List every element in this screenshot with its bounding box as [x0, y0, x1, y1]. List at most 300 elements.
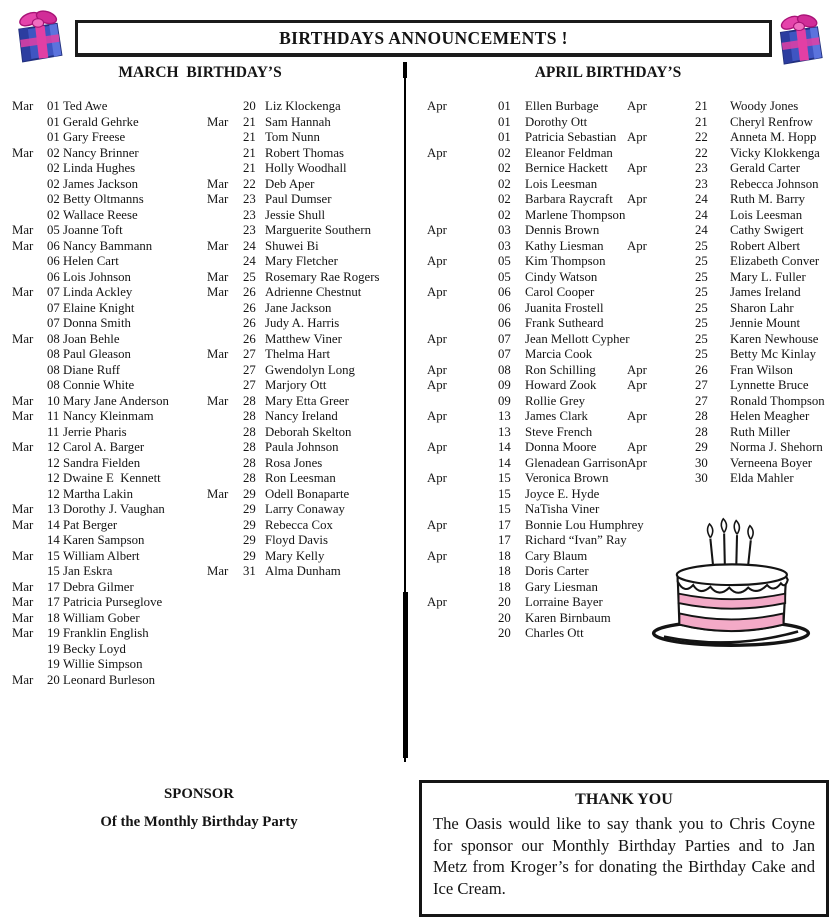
birthday-name: Gary Liesman — [525, 579, 598, 594]
birthday-day: 19 — [47, 626, 60, 640]
sponsor-subtitle: Of the Monthly Birthday Party — [100, 814, 298, 830]
birthday-month — [207, 425, 243, 441]
birthday-month — [627, 394, 695, 410]
birthday-name: Howard Zook — [525, 378, 597, 392]
birthday-row — [427, 533, 629, 549]
birthday-row — [627, 363, 832, 379]
birthday-name: Sandra Fielden — [63, 455, 141, 470]
march-birthday-list-col1 — [12, 99, 208, 688]
birthday-day: 06 — [498, 300, 511, 315]
birthday-row — [12, 332, 208, 348]
birthday-row — [207, 99, 407, 115]
birthday-name: Donna Moore — [525, 440, 597, 454]
birthday-row — [12, 518, 208, 534]
birthday-month — [427, 115, 498, 131]
birthday-name: Gerald Carter — [730, 161, 800, 175]
birthday-day: 27 — [243, 347, 256, 361]
birthday-name: Jan Eskra — [63, 564, 113, 578]
birthday-row — [207, 549, 407, 565]
birthday-row — [207, 177, 407, 193]
birthday-day: 18 — [498, 564, 511, 578]
birthday-row — [12, 673, 208, 689]
birthday-month — [207, 146, 243, 162]
birthday-row — [627, 409, 832, 425]
birthday-day: 14 — [498, 455, 511, 470]
birthday-row — [207, 301, 407, 317]
birthday-row — [12, 626, 208, 642]
birthday-name: Karen Sampson — [63, 533, 145, 547]
birthday-name: Matthew Viner — [265, 331, 342, 346]
birthday-name: Martha Lakin — [63, 486, 134, 501]
birthday-month — [427, 316, 498, 332]
birthday-name: Franklin English — [63, 626, 149, 640]
birthday-day: 29 — [695, 440, 708, 454]
birthday-month — [207, 316, 243, 332]
thank-you-title: THANK YOU — [575, 791, 673, 808]
birthday-month — [627, 316, 695, 332]
birthday-name: Donna Smith — [63, 316, 131, 330]
birthday-row — [627, 270, 832, 286]
birthday-month: Apr — [427, 548, 447, 563]
birthday-month — [12, 192, 47, 208]
birthday-row — [207, 192, 407, 208]
birthday-name: Bernice Hackett — [525, 161, 608, 175]
birthday-row — [207, 115, 407, 131]
birthday-name: Marguerite Southern — [265, 223, 372, 237]
birthday-name: Karen Birnbaum — [525, 610, 611, 625]
birthday-month — [427, 456, 498, 472]
birthday-day: 19 — [47, 641, 60, 656]
birthday-month: Mar — [207, 269, 229, 284]
birthday-row — [12, 347, 208, 363]
birthday-name: William Gober — [63, 610, 140, 625]
birthday-row — [427, 146, 629, 162]
birthday-month — [427, 270, 498, 286]
birthday-day: 25 — [695, 316, 708, 330]
birthday-row — [427, 595, 629, 611]
birthday-row — [427, 502, 629, 518]
birthday-row — [427, 626, 629, 642]
birthday-day: 18 — [498, 548, 511, 563]
birthday-month: Apr — [627, 378, 647, 392]
birthday-month: Mar — [207, 393, 229, 408]
birthday-name: Debra Gilmer — [63, 579, 134, 594]
birthday-day: 01 — [47, 99, 60, 113]
birthday-day: 08 — [47, 347, 60, 361]
birthday-month: Mar — [207, 176, 229, 191]
birthday-row — [12, 146, 208, 162]
birthday-month: Mar — [12, 331, 34, 346]
birthday-month — [627, 332, 695, 348]
birthday-day: 20 — [47, 672, 60, 687]
march-section-heading: MARCH BIRTHDAY’S — [118, 64, 282, 81]
birthday-name: Jessie Shull — [265, 207, 326, 222]
birthday-row — [12, 549, 208, 565]
birthday-month — [207, 208, 243, 224]
birthday-month — [427, 239, 498, 255]
birthday-name: Linda Hughes — [63, 161, 136, 175]
birthday-name: Willie Simpson — [63, 657, 143, 671]
birthday-row — [12, 394, 208, 410]
birthday-name: Nancy Ireland — [265, 409, 338, 423]
birthday-name: Fran Wilson — [730, 362, 793, 377]
birthday-name: Dorothy J. Vaughan — [63, 502, 165, 516]
birthday-day: 09 — [498, 393, 511, 408]
birthday-row — [427, 177, 629, 193]
birthday-name: Rollie Grey — [525, 393, 586, 408]
birthday-name: Rebecca Johnson — [730, 176, 819, 191]
birthday-month: Apr — [627, 99, 647, 113]
birthday-row — [207, 502, 407, 518]
birthday-name: Verneena Boyer — [730, 455, 813, 470]
birthday-name: Pat Berger — [63, 517, 118, 532]
birthday-day: 01 — [47, 130, 60, 144]
birthday-row — [427, 192, 629, 208]
birthday-row — [207, 425, 407, 441]
birthday-day: 28 — [243, 424, 256, 439]
birthday-row — [427, 285, 629, 301]
birthday-day: 06 — [47, 254, 60, 268]
birthday-name: Frank Sutheard — [525, 316, 604, 330]
birthday-name: Alma Dunham — [265, 564, 341, 578]
birthday-month — [207, 533, 243, 549]
birthday-name: Liz Klockenga — [265, 99, 341, 113]
birthday-row — [627, 99, 832, 115]
birthday-month: Apr — [427, 223, 447, 237]
birthday-name: Gary Freese — [63, 130, 126, 144]
birthday-name: Gwendolyn Long — [265, 362, 355, 377]
birthday-month: Mar — [207, 192, 229, 206]
birthday-day: 29 — [243, 486, 256, 501]
birthday-month — [427, 487, 498, 503]
birthday-name: Anneta M. Hopp — [730, 130, 817, 144]
birthday-row — [12, 285, 208, 301]
birthday-month — [207, 130, 243, 146]
birthday-day: 25 — [695, 285, 708, 299]
birthday-day: 20 — [243, 99, 256, 113]
birthday-day: 15 — [498, 502, 511, 516]
birthday-day: 29 — [243, 533, 256, 547]
birthday-row — [12, 440, 208, 456]
birthday-name: Linda Ackley — [63, 285, 133, 299]
birthday-name: Cindy Watson — [525, 269, 598, 284]
march-birthday-list-col2 — [207, 99, 407, 580]
birthday-day: 01 — [498, 99, 511, 113]
birthday-month — [427, 580, 498, 596]
birthday-name: Marjory Ott — [265, 378, 327, 392]
birthday-row — [12, 611, 208, 627]
birthday-name: Cary Blaum — [525, 548, 588, 563]
birthday-month — [627, 471, 695, 487]
birthday-day: 21 — [243, 161, 256, 175]
birthday-day: 23 — [695, 176, 708, 191]
birthday-day: 15 — [47, 564, 60, 578]
birthday-row — [207, 161, 407, 177]
birthday-month — [627, 285, 695, 301]
birthday-day: 21 — [695, 99, 708, 113]
birthday-day: 02 — [47, 192, 60, 206]
birthday-row — [207, 363, 407, 379]
birthday-row — [12, 533, 208, 549]
birthday-month — [12, 270, 47, 286]
birthday-name: Nancy Brinner — [63, 145, 139, 160]
birthday-month — [427, 208, 498, 224]
birthday-day: 25 — [695, 331, 708, 346]
birthday-month — [427, 130, 498, 146]
birthday-name: Dorothy Ott — [525, 114, 588, 129]
birthday-day: 10 — [47, 393, 60, 408]
birthday-month — [12, 363, 47, 379]
birthday-month: Apr — [627, 362, 647, 377]
birthday-month — [207, 301, 243, 317]
birthday-day: 12 — [47, 471, 60, 485]
birthday-name: Lorraine Bayer — [525, 595, 603, 609]
birthday-day: 07 — [47, 316, 60, 330]
birthday-row — [12, 316, 208, 332]
birthday-month — [427, 177, 498, 193]
birthday-month: Mar — [12, 626, 34, 640]
gift-present-icon — [8, 4, 68, 70]
birthday-day: 07 — [47, 285, 60, 299]
birthday-month: Apr — [427, 331, 447, 346]
sponsor-title: SPONSOR — [164, 786, 234, 802]
birthday-day: 01 — [498, 114, 511, 129]
birthday-row — [207, 378, 407, 394]
birthday-day: 06 — [47, 269, 60, 284]
birthday-day: 24 — [695, 192, 708, 206]
birthday-day: 07 — [47, 300, 60, 315]
birthday-name: Betty Oltmanns — [63, 192, 144, 206]
birthday-row — [12, 363, 208, 379]
birthday-day: 11 — [47, 409, 60, 423]
april-birthday-list-col2 — [627, 99, 832, 487]
birthday-day: 31 — [243, 564, 256, 578]
birthday-name: Helen Meagher — [730, 409, 810, 423]
birthday-name: Thelma Hart — [265, 347, 331, 361]
birthday-month — [12, 208, 47, 224]
birthday-row — [627, 115, 832, 131]
birthday-row — [427, 254, 629, 270]
birthday-row — [12, 502, 208, 518]
birthday-name: Sam Hannah — [265, 114, 331, 129]
birthday-name: Woody Jones — [730, 99, 799, 113]
birthday-day: 20 — [498, 626, 511, 640]
birthday-day: 12 — [47, 440, 60, 454]
birthday-month — [427, 502, 498, 518]
birthday-month — [12, 301, 47, 317]
birthday-row — [207, 270, 407, 286]
birthday-row — [427, 332, 629, 348]
birthday-month: Mar — [12, 393, 34, 408]
birthday-month — [207, 440, 243, 456]
birthday-row — [207, 533, 407, 549]
birthday-row — [427, 316, 629, 332]
birthday-row — [427, 301, 629, 317]
birthday-month — [12, 130, 47, 146]
birthday-month — [427, 394, 498, 410]
birthday-row — [627, 146, 832, 162]
birthday-name: Ruth Miller — [730, 424, 791, 439]
birthday-month — [12, 177, 47, 193]
birthday-row — [627, 316, 832, 332]
birthday-name: Odell Bonaparte — [265, 486, 350, 501]
birthday-name: Mary Fletcher — [265, 254, 338, 268]
birthday-day: 24 — [243, 238, 256, 253]
birthday-name: Mary Etta Greer — [265, 393, 349, 408]
birthday-name: James Ireland — [730, 285, 801, 299]
birthday-month: Apr — [627, 192, 647, 206]
birthday-day: 28 — [695, 424, 708, 439]
birthday-row — [627, 394, 832, 410]
birthday-row — [207, 239, 407, 255]
birthday-month — [207, 456, 243, 472]
birthday-day: 24 — [695, 223, 708, 237]
birthday-month: Apr — [427, 145, 447, 160]
birthday-day: 27 — [695, 378, 708, 392]
birthday-row — [207, 347, 407, 363]
birthday-day: 09 — [498, 378, 511, 392]
birthday-row — [12, 471, 208, 487]
birthday-day: 13 — [47, 502, 60, 516]
birthday-row — [207, 409, 407, 425]
birthday-name: Ted Awe — [63, 99, 108, 113]
birthday-day: 17 — [47, 579, 60, 594]
birthday-row — [427, 161, 629, 177]
birthday-row — [427, 425, 629, 441]
birthday-month — [427, 347, 498, 363]
birthday-row — [627, 425, 832, 441]
birthday-name: Norma J. Shehorn — [730, 440, 823, 454]
birthday-month: Mar — [12, 223, 34, 237]
birthday-day: 23 — [243, 207, 256, 222]
birthday-cake-icon — [645, 503, 817, 655]
birthday-row — [427, 208, 629, 224]
birthday-day: 22 — [243, 176, 256, 191]
birthday-day: 28 — [243, 440, 256, 454]
birthday-month — [427, 611, 498, 627]
birthday-month — [627, 254, 695, 270]
birthday-name: Elizabeth Conver — [730, 254, 820, 268]
birthday-name: Holly Woodhall — [265, 161, 347, 175]
birthday-day: 12 — [47, 455, 60, 470]
birthday-day: 21 — [243, 130, 256, 144]
birthday-day: 21 — [243, 145, 256, 160]
birthday-day: 07 — [498, 331, 511, 346]
birthday-row — [627, 192, 832, 208]
birthday-name: Elaine Knight — [63, 300, 135, 315]
birthday-month: Mar — [12, 595, 34, 609]
birthday-day: 22 — [695, 130, 708, 144]
thank-you-body: The Oasis would like to say thank you to Chris Coyne for sponsor our Monthly Birthday Parties and to Jan Metz from Kroger’s for donating the Birthday Cake and Ice Cream. — [433, 814, 815, 898]
birthday-name: Jennie Mount — [730, 316, 801, 330]
birthday-day: 06 — [47, 238, 60, 253]
birthday-row — [627, 285, 832, 301]
birthday-month — [627, 425, 695, 441]
birthday-row — [207, 254, 407, 270]
birthday-day: 03 — [498, 223, 511, 237]
birthday-name: Ron Schilling — [525, 362, 596, 377]
birthday-month — [627, 301, 695, 317]
birthday-day: 23 — [243, 192, 256, 206]
birthday-name: Wallace Reese — [63, 207, 138, 222]
birthday-name: Lois Leesman — [730, 207, 803, 222]
birthday-day: 25 — [243, 269, 256, 284]
birthday-name: Lynnette Bruce — [730, 378, 809, 392]
birthday-day: 17 — [47, 595, 60, 609]
birthday-name: Rosa Jones — [265, 455, 323, 470]
birthday-row — [12, 580, 208, 596]
birthday-month — [627, 347, 695, 363]
birthday-name: William Albert — [63, 548, 140, 563]
birthday-name: Nancy Bammann — [63, 238, 153, 253]
birthday-row — [207, 456, 407, 472]
birthday-name: Kim Thompson — [525, 254, 606, 268]
birthday-row — [427, 394, 629, 410]
birthday-day: 25 — [695, 300, 708, 315]
birthday-row — [207, 223, 407, 239]
birthday-month: Apr — [427, 409, 447, 423]
title-banner — [75, 20, 772, 57]
birthday-day: 08 — [47, 362, 60, 377]
birthday-name: Becky Loyd — [63, 641, 126, 656]
birthday-month: Apr — [627, 130, 647, 144]
birthday-day: 21 — [243, 114, 256, 129]
birthday-row — [12, 456, 208, 472]
birthday-day: 06 — [498, 316, 511, 330]
birthday-row — [12, 409, 208, 425]
birthday-name: Dennis Brown — [525, 223, 600, 237]
birthday-row — [12, 99, 208, 115]
birthday-name: Jean Mellott Cypher — [525, 331, 630, 346]
birthday-row — [207, 285, 407, 301]
birthday-name: Eleanor Feldman — [525, 145, 613, 160]
birthday-day: 27 — [695, 393, 708, 408]
birthday-month — [12, 425, 47, 441]
birthday-month: Mar — [12, 579, 34, 594]
birthday-month: Apr — [427, 362, 447, 377]
birthday-row — [427, 487, 629, 503]
birthday-row — [12, 487, 208, 503]
birthday-day: 02 — [47, 207, 60, 222]
birthday-row — [427, 223, 629, 239]
birthday-month: Apr — [627, 238, 647, 253]
birthday-name: Doris Carter — [525, 564, 589, 578]
birthday-name: James Jackson — [63, 176, 138, 191]
birthday-day: 28 — [243, 455, 256, 470]
birthday-day: 13 — [498, 409, 511, 423]
birthday-day: 15 — [498, 486, 511, 501]
birthday-month — [207, 409, 243, 425]
birthday-row — [427, 115, 629, 131]
birthday-row — [12, 254, 208, 270]
birthday-row — [207, 440, 407, 456]
birthday-month: Mar — [12, 610, 34, 625]
birthday-name: Joanne Toft — [63, 223, 123, 237]
birthday-day: 14 — [47, 533, 60, 547]
birthday-row — [427, 456, 629, 472]
birthday-month: Apr — [427, 285, 447, 299]
birthday-row — [12, 130, 208, 146]
birthday-day: 02 — [498, 161, 511, 175]
birthday-row — [627, 332, 832, 348]
birthday-month: Apr — [627, 409, 647, 423]
birthday-name: Steve French — [525, 424, 593, 439]
birthday-day: 02 — [47, 145, 60, 160]
birthday-row — [207, 471, 407, 487]
birthday-day: 26 — [695, 362, 708, 377]
birthday-day: 28 — [243, 393, 256, 408]
birthday-row — [12, 177, 208, 193]
